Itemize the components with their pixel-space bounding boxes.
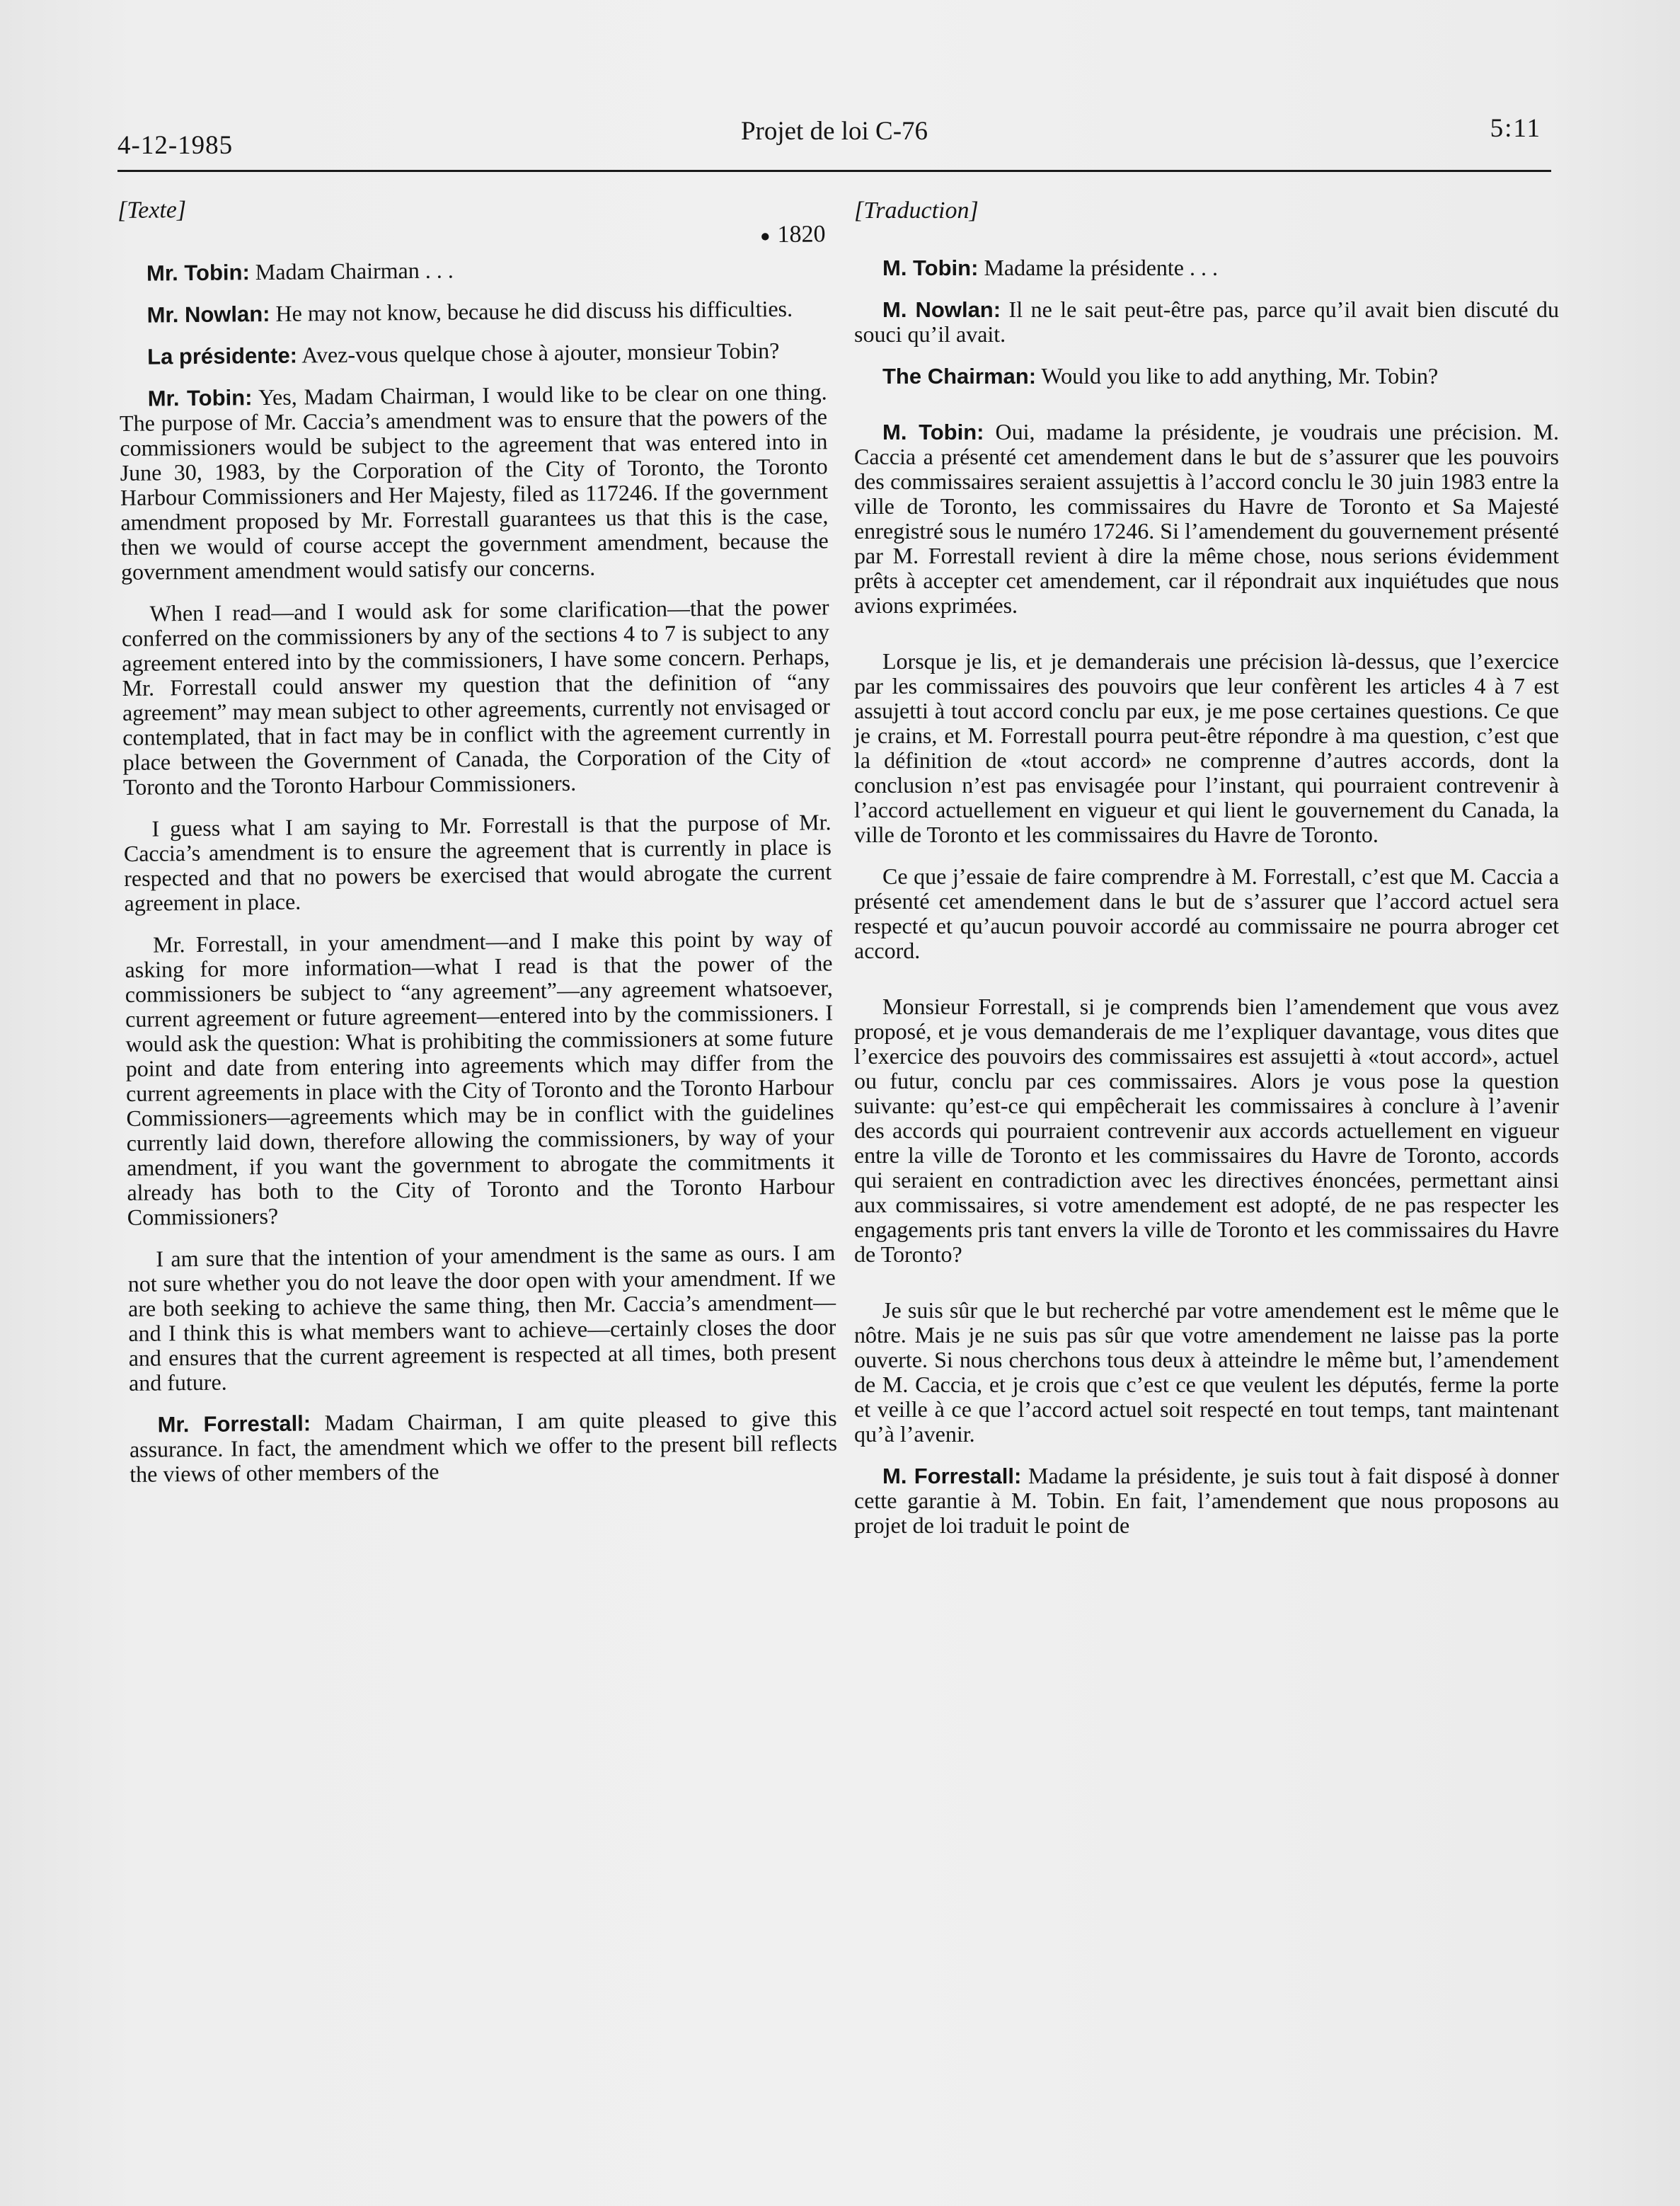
paragraph-text: I am sure that the intention of your amendment is the same as ours. I am not sure whether you do not leave the door open with your amendment. If we are both seeking to achieve the same thing, then Mr. Caccia’s amendment—and I think this is what members want to achieve—certainly closes the door and ensures that the current agreement is respected at all times, both present and future.: [127, 1239, 836, 1396]
speaker-name: The Chairman:: [882, 364, 1037, 389]
paragraph: [118, 296, 826, 328]
paragraph: [854, 420, 1559, 618]
paragraph-text: Ce que j’essaie de faire comprendre à M. Forrestall, c’est que M. Caccia a présenté cet amendement dans le but de s’assurer que l’accord actuel sera respecté et qu’aucun pouvoir accordé au commissaire ne pourra abroger cet accord.: [854, 863, 1559, 963]
paragraph-text: Avez-vous quelque chose à ajouter, monsieur Tobin?: [297, 337, 780, 368]
speaker-name: La présidente:: [146, 343, 298, 369]
paragraph: [127, 1240, 836, 1396]
paragraph-text: When I read—and I would ask for some clarification—that the power conferred on the commissioners by any of the sections 4 to 7 is subject to any agreement entered into by the commissioners, I have some concern. Perhaps, Mr. Forrestall could answer my question that the definition of “any agreement” may mean subject to other agreements, currently not envisaged or contemplated, that in fact may be in conflict with the agreement currently in place between the Government of Canada, the Corporation of the City of Toronto and the Toronto Harbour Commissioners.: [121, 594, 831, 800]
time-marker: ● 1820: [759, 221, 826, 248]
speaker-name: Mr. Tobin:: [146, 259, 250, 286]
paragraph-text: He may not know, because he did discuss his difficulties.: [270, 295, 793, 326]
speaker-name: Mr. Tobin:: [147, 384, 253, 411]
paragraph: [125, 926, 835, 1230]
paragraph-text: Il ne le sait peut-être pas, parce qu’il avait bien discuté du souci qu’il avait.: [854, 297, 1559, 347]
speaker-name: M. Tobin:: [882, 255, 979, 280]
speaker-name: Mr. Nowlan:: [146, 301, 270, 328]
paragraph: [123, 810, 832, 916]
paragraph-text: Monsieur Forrestall, si je comprends bien l’amendement que vous avez proposé, et je vous demanderais de me l’expliquer davantage, vous dites que l’exercice des pouvoirs des commissaires est assujetti à «tout accord», actuel ou futur, conclu par ces commissaires. Alors je vous pose la question suivante: qu’est-ce qui empêcherait les commissaires à conclure à l’avenir des accords qui pourraient contrevenir aux accords actuellement en vigueur entre la ville de Toronto et les commissaires du Havre de Toronto, accords qui seraient en contradiction avec les directives énoncées, permettant ainsi aux commissaires, si votre amendement est adopté, de ne pas respecter les engagements pris tant envers la ville de Toronto et les commissaires du Havre de Toronto?: [854, 994, 1559, 1267]
paragraph: [854, 255, 1559, 280]
paragraph-text: Madam Chairman . . .: [249, 257, 454, 285]
section-label-texte: [Texte]: [117, 197, 187, 224]
paragraph-text: Mr. Forrestall, in your amendment—and I make this point by way of asking for more information—what I read is that the power of the commissioners be subject to “any agreement”—any agreement whatsoever, current agreement or future agreement—entered into by the commissioners. I would ask the question: What is prohibiting the commissioners at some future point and date from entering into agreements which may differ from the current agreements in place with the City of Toronto and the Toronto Harbour Commissioners—agreements which may be in conflict with the guidelines currently laid down, therefore allowing the commissioners, by way of your amendment, if you want the government to abrogate the commitments it already has both to the City of Toronto and the Toronto Harbour Commissioners?: [125, 925, 835, 1230]
right-column: [854, 198, 1559, 1555]
header-page-number: 5:11: [1490, 114, 1541, 143]
paragraph-text: I guess what I am saying to Mr. Forrestall is that the purpose of Mr. Caccia’s amendment is to ensure the agreement that is currently in place is respected and that no powers be exercised that would abrogate the current agreement in place.: [123, 809, 832, 916]
header-title: Projet de loi C-76: [740, 117, 928, 146]
header-date: 4-12-1985: [117, 131, 234, 160]
page-header: [117, 106, 1551, 172]
speaker-name: M. Nowlan:: [882, 297, 1001, 322]
paragraph-text: Lorsque je lis, et je demanderais une précision là-dessus, que l’exercice par les commissaires des pouvoirs que leur confèrent les articles 4 à 7 est assujetti à tout accord conclu par eux, je me pose certaines questions. Ce que je crains, et M. Forrestall pourra peut-être répondre à ma question, c’est que la définition de «tout accord» ne comprenne d’autres accords, dont la conclusion n’est pas envisagée pour l’instant, qui pourraient contrevenir à l’accord actuellement en vigueur et qui lient le gouvernement du Canada, la ville de Toronto et les commissaires du Havre de Toronto.: [854, 648, 1559, 847]
paragraph-text: Madam Chairman, I am quite pleased to give this assurance. In fact, the amendment which we offer to the present bill reflects the views of other members of the: [129, 1405, 838, 1487]
time-bullet-icon: ●: [759, 226, 771, 246]
paragraph: [118, 254, 826, 286]
paragraph-text: Je suis sûr que le but recherché par votre amendement est le même que le nôtre. Mais je ne suis pas sûr que votre amendement ne laisse pas la porte ouverte. Si nous cherchons tous deux à atteindre le même but, l’amendement de M. Caccia, et je crois que c’est ce que veulent les députés, ferme la porte et veille à ce que l’accord actuel soit respecté en tout temps, tant maintenant qu’à l’avenir.: [854, 1297, 1559, 1447]
speaker-name: M. Tobin:: [882, 420, 984, 444]
paragraph: [854, 297, 1559, 347]
paragraph: [119, 338, 827, 369]
paragraph-text: Madame la présidente, je suis tout à fait disposé à donner cette garantie à M. Tobin. En fait, l’amendement que nous proposons au projet de loi traduit le point de: [854, 1463, 1559, 1538]
paragraph-text: Yes, Madam Chairman, I would like to be clear on one thing. The purpose of Mr. Caccia’s amendment was to ensure that the powers of the commissioners would be subject to the agreement that was entered into in June 30, 1983, by the Corporation of the City of Toronto, the Toronto Harbour Commissioners and Her Majesty, filed as 117246. If the government amendment proposed by Mr. Forrestall guarantees us that this is the case, then we would of course accept the government amendment, because the government amendment would satisfy our concerns.: [119, 379, 829, 585]
paragraph: [854, 649, 1559, 847]
section-label-traduction: [Traduction]: [854, 197, 979, 224]
paragraph-text: Oui, madame la présidente, je voudrais une précision. M. Caccia a présenté cet amendement dans le but de s’assurer que les pouvoirs des commissaires seraient assujettis à l’accord conclu le 30 juin 1983 entre la ville de Toronto, les commissaires du Havre de Toronto et Sa Majesté enregistré sous le numéro 17246. Si l’amendement du gouvernement présenté par M. Forrestall revient à dire la même chose, nous serions évidemment prêts à accepter cet amendement, car il répondrait aux inquiétudes que nous avions exprimées.: [854, 419, 1559, 618]
paragraph: [854, 1298, 1559, 1447]
paragraph: [129, 1406, 837, 1487]
paragraph: [120, 379, 829, 585]
paragraph: [854, 1464, 1559, 1538]
paragraph-text: Would you like to add anything, Mr. Tobin?: [1036, 363, 1439, 389]
paragraph: [854, 864, 1559, 963]
speaker-name: M. Forrestall:: [882, 1464, 1022, 1488]
paragraph: [121, 594, 831, 800]
paragraph-text: Madame la présidente . . .: [978, 255, 1218, 280]
left-column: [117, 191, 838, 1503]
paragraph: [854, 994, 1559, 1267]
speaker-name: Mr. Forrestall:: [157, 1411, 311, 1437]
paragraph: [854, 364, 1559, 389]
